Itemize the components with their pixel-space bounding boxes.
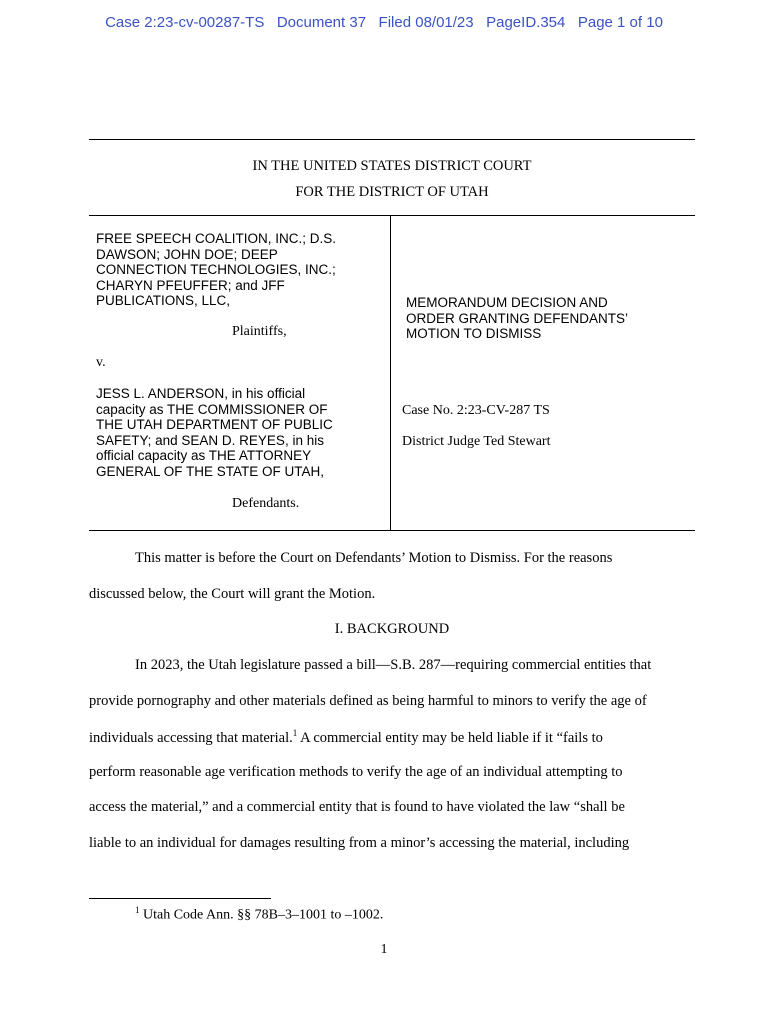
- section-heading: I. BACKGROUND: [334, 621, 450, 637]
- defendants-line: SAFETY; and SEAN D. REYES, in his: [96, 432, 324, 448]
- defendants-line: capacity as THE COMMISSIONER OF: [96, 401, 328, 417]
- judge-name: District Judge Ted Stewart: [402, 434, 551, 449]
- plaintiffs-label: Plaintiffs,: [232, 324, 287, 339]
- document-title: [406, 295, 691, 342]
- court-district: FOR THE DISTRICT OF UTAH: [295, 184, 489, 200]
- plaintiffs-line: FREE SPEECH COALITION, INC.; D.S.: [96, 231, 337, 246]
- page-number: 1: [380, 942, 388, 957]
- case-number: Case No. 2:23-CV-287 TS: [402, 403, 550, 418]
- court-name: IN THE UNITED STATES DISTRICT COURT: [252, 158, 532, 174]
- plaintiffs-line: PUBLICATIONS, LLC,: [96, 293, 231, 308]
- paragraph-2-line: provide pornography and other materials defined as being harmful to minors to verify the age of: [89, 693, 647, 709]
- caption-top-rule: [89, 215, 695, 216]
- defendants-line: official capacity as THE ATTORNEY: [96, 448, 312, 463]
- paragraph-1-line: discussed below, the Court will grant the Motion.: [89, 586, 376, 602]
- footnote-reference[interactable]: 1: [292, 728, 298, 738]
- plaintiffs-block: [96, 231, 386, 309]
- caption-divider: [390, 215, 391, 530]
- paragraph-2-line: liable to an individual for damages resulting from a minor’s accessing the material, including: [89, 835, 630, 851]
- paragraph-2-line: [89, 728, 695, 747]
- paragraph-2-text: individuals accessing that material.: [89, 729, 293, 746]
- defendants-block: [96, 386, 386, 479]
- defendants-label: Defendants.: [232, 496, 300, 511]
- footnote-marker: 1: [135, 905, 140, 915]
- filing-header-stamp: Case 2:23-cv-00287-TS Document 37 Filed 08/01/23 PageID.354 Page 1 of 10: [105, 14, 663, 31]
- footnote: [135, 905, 383, 924]
- caption-bottom-rule: [89, 530, 695, 531]
- defendants-line: GENERAL OF THE STATE OF UTAH,: [96, 463, 325, 479]
- plaintiffs-line: CHARYN PFEUFFER; and JFF: [96, 277, 285, 293]
- document-title-line: MEMORANDUM DECISION AND: [406, 295, 608, 310]
- paragraph-2-line: perform reasonable age verification methods to verify the age of an individual attempting to: [89, 764, 623, 780]
- plaintiffs-line: CONNECTION TECHNOLOGIES, INC.;: [96, 262, 336, 277]
- footnote-rule: [89, 898, 271, 899]
- versus-label: v.: [96, 355, 106, 370]
- paragraph-1-line: This matter is before the Court on Defendants’ Motion to Dismiss. For the reasons: [135, 550, 613, 566]
- document-title-line: ORDER GRANTING DEFENDANTS’: [406, 310, 629, 326]
- defendants-line: JESS L. ANDERSON, in his official: [96, 386, 306, 401]
- plaintiffs-line: DAWSON; JOHN DOE; DEEP: [96, 246, 278, 262]
- paragraph-2-line: In 2023, the Utah legislature passed a bill—S.B. 287—requiring commercial entities that: [135, 657, 652, 673]
- top-rule: [89, 139, 695, 140]
- footnote-text: Utah Code Ann. §§ 78B–3–1001 to –1002.: [139, 907, 384, 923]
- document-title-line: MOTION TO DISMISS: [406, 326, 542, 341]
- defendants-line: THE UTAH DEPARTMENT OF PUBLIC: [96, 417, 333, 432]
- paragraph-2-text: A commercial entity may be held liable if it “fails to: [297, 729, 603, 746]
- paragraph-2-line: access the material,” and a commercial entity that is found to have violated the law “shall be: [89, 799, 625, 815]
